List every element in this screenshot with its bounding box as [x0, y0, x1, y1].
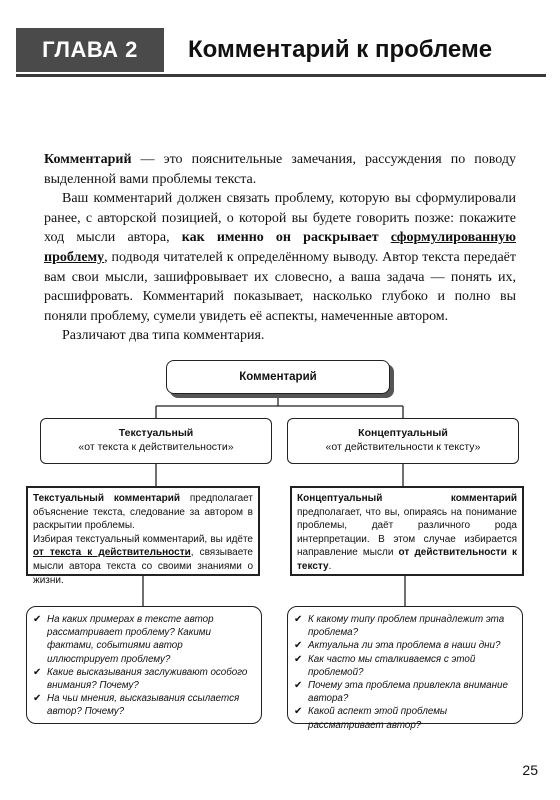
list-item: ✔ На чьи мнения, высказывания ссылается автор? Почему?	[33, 693, 240, 718]
conceptual-type-node	[287, 418, 519, 464]
list-item: ✔ К какому типу проблем принадлежит эта проблема?	[294, 614, 505, 639]
check-icon: ✔	[294, 680, 303, 692]
textual-type-node	[40, 418, 272, 464]
conceptual-questions	[287, 606, 523, 731]
check-icon: ✔	[33, 666, 42, 678]
paragraph-types-intro: Различают два типа комментария.	[62, 328, 265, 344]
paragraph-definition: Комментарий — это пояснительные замечания, рассуждения по поводу выделенной вами проблемы текста.	[44, 152, 516, 187]
textual-type-subtitle: «от текста к действительности»	[78, 441, 234, 453]
term-comment: Комментарий	[44, 152, 132, 167]
check-icon: ✔	[33, 614, 42, 625]
textual-description: Текстуальный комментарий предполагает объяснение текста, следование за автором в раскрытии проблемы. Избирая текстуальный комментарий, вы идёте от текста к действительности, связываете мысли автора текста со своими знаниями о жизни.	[26, 486, 260, 576]
body-text	[44, 150, 516, 346]
check-icon: ✔	[33, 693, 42, 705]
check-icon: ✔	[294, 706, 303, 718]
list-item: ✔ На каких примерах в тексте автор рассматривает проблему? Какими фактами, событиями автор иллюстрирует проблему?	[33, 614, 214, 665]
header-divider	[16, 74, 546, 77]
list-item: ✔ Как часто мы сталкиваемся с этой проблемой?	[294, 653, 476, 678]
list-item: ✔ Актуальна ли эта проблема в наши дни?	[294, 640, 501, 652]
paragraph-explanation: Ваш комментарий должен связать проблему, которую вы сформулировали ранее, с авторской позицией, о которой вы будете говорить позже: покажите ход мысли автора, как именно он раскрывает сформулированную проблему, подводя читателей к определённому выводу. Автор текста передаёт вам свои мысли, зашифровывает их словесно, а ваша задача — понять их, расшифровать. Комментарий показывает, насколько глубоко и полно вы поняли проблему, сумели увидеть её аспекты, намеченные автором.	[44, 191, 516, 324]
conceptual-description: Концептуальный комментарий предполагает, что вы, опираясь на понимание проблемы, даёт различного рода интерпретации. В этом случае избирается направление мысли от действительности к тексту.	[290, 486, 524, 576]
list-item: ✔ Какой аспект этой проблемы рассматривает автор?	[294, 706, 448, 731]
textual-questions	[26, 606, 262, 724]
conceptual-type-subtitle: «от действительности к тексту»	[325, 441, 481, 453]
diagram-root-node: Комментарий	[166, 360, 390, 394]
chapter-label: ГЛАВА 2	[16, 28, 164, 72]
list-item: ✔ Какие высказывания заслуживают особого внимания? Почему?	[33, 666, 248, 692]
page-title: Комментарий к проблеме	[188, 36, 493, 63]
chapter-header	[16, 28, 546, 72]
check-icon: ✔	[294, 614, 303, 625]
page-number: 25	[522, 762, 538, 778]
conceptual-type-name: Концептуальный	[358, 427, 448, 439]
list-item: ✔ Почему эта проблема привлекла внимание автора?	[294, 680, 508, 705]
check-icon: ✔	[294, 653, 303, 665]
check-icon: ✔	[294, 640, 303, 652]
textual-type-name: Текстуальный	[118, 427, 194, 439]
